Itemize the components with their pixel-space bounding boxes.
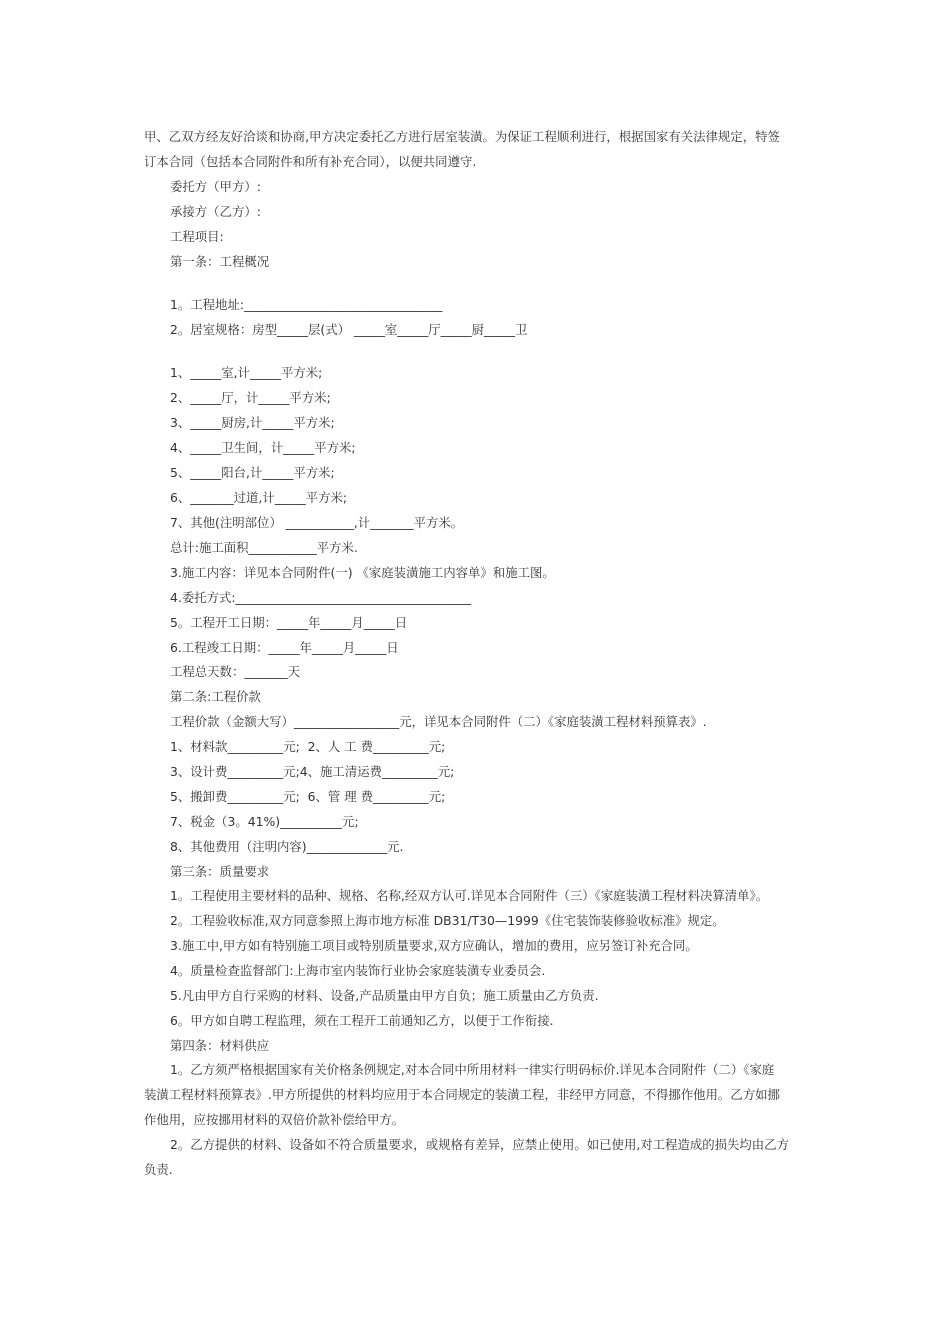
quality-clause: 5.凡由甲方自行采购的材料、设备,产品质量由甲方自负；施工质量由乙方负责. <box>170 988 599 1003</box>
intro-line-2: 订本合同（包括本合同附件和所有补充合同），以便共同遵守. <box>144 154 477 169</box>
project-price: 工程价款（金额大写）_________________元，详见本合同附件（二）《家庭装潢工程材料预算表》. <box>170 714 707 729</box>
material-clause-1-line-1: 1。乙方须严格根据国家有关价格条例规定,对本合同中所用材料一律实行明码标价.详见本合同附件（二）《家庭 <box>170 1062 775 1077</box>
total-days: 工程总天数：_______天 <box>170 664 301 679</box>
commission-method: 4.委托方式:______________________________________ <box>170 590 471 605</box>
room-item: 2、_____厅，计_____平方米; <box>170 390 331 405</box>
end-date: 6.工程竣工日期：_____年_____月_____日 <box>170 640 399 655</box>
article-2-title: 第二条:工程价款 <box>170 689 261 704</box>
quality-clause: 4。质量检查监督部门:上海市室内装饰行业协会家庭装潢专业委员会. <box>170 963 546 978</box>
price-item: 1、材料款_________元; 2、人 工 费_________元; <box>170 739 446 754</box>
intro-line-1: 甲、乙双方经友好洽谈和协商,甲方决定委托乙方进行居室装潢。为保证工程顺利进行，根据国家有关法律规定，特签 <box>144 129 780 144</box>
contractor-party: 承接方（乙方）: <box>170 204 261 219</box>
total-area: 总计:施工面积___________平方米. <box>170 540 358 555</box>
price-item: 3、设计费_________元;4、施工清运费_________元; <box>170 764 455 779</box>
quality-clause: 6。甲方如自聘工程监理，须在工程开工前通知乙方，以便于工作衔接. <box>170 1013 554 1028</box>
material-clause-2-line-2: 负责. <box>144 1162 173 1177</box>
room-item: 1、_____室,计_____平方米; <box>170 365 323 380</box>
article-4-title: 第四条：材料供应 <box>170 1038 270 1053</box>
start-date: 5。工程开工日期：_____年_____月_____日 <box>170 615 408 630</box>
quality-clause: 2。工程验收标准,双方同意参照上海市地方标准 DB31/T30—1999《住宅装饰装修验收标准》规定。 <box>170 913 725 928</box>
material-clause-1-line-2: 装潢工程材料预算表》.甲方所提供的材料均应用于本合同规定的装潢工程，非经甲方同意，不得挪作他用。乙方如挪 <box>144 1087 780 1102</box>
price-item: 8、其他费用（注明内容)_____________元. <box>170 839 404 854</box>
room-item: 5、_____阳台,计_____平方米; <box>170 465 335 480</box>
room-layout: 2。居室规格：房型_____层(式） _____室_____厅_____厨_____卫 <box>170 322 528 337</box>
material-clause-2-line-1: 2。乙方提供的材料、设备如不符合质量要求，或规格有差异，应禁止使用。如已使用,对工程造成的损失均由乙方 <box>170 1137 789 1152</box>
project-name: 工程项目: <box>170 229 224 244</box>
client-party: 委托方（甲方）: <box>170 179 261 194</box>
article-1-title: 第一条：工程概况 <box>170 254 270 269</box>
project-address: 1。工程地址:________________________________ <box>170 297 443 312</box>
article-3-title: 第三条：质量要求 <box>170 864 270 879</box>
quality-clause: 1。工程使用主要材料的品种、规格、名称,经双方认可.详见本合同附件（三）《家庭装潢工程材料决算清单》。 <box>170 888 769 903</box>
material-clause-1-line-3: 作他用，应按挪用材料的双倍价款补偿给甲方。 <box>144 1112 405 1127</box>
room-item: 4、_____卫生间，计_____平方米; <box>170 440 356 455</box>
room-item: 3、_____厨房,计_____平方米; <box>170 415 335 430</box>
room-item: 6、_______过道,计_____平方米; <box>170 490 348 505</box>
price-item: 7、税金（3。41%)__________元; <box>170 814 359 829</box>
construction-content: 3.施工内容：详见本合同附件(一) 《家庭装潢施工内容单》和施工图。 <box>170 565 555 580</box>
price-item: 5、搬卸费_________元; 6、管 理 费_________元; <box>170 789 446 804</box>
quality-clause: 3.施工中,甲方如有特别施工项目或特别质量要求,双方应确认，增加的费用，应另签订补充合同。 <box>170 938 698 953</box>
room-item: 7、其他(注明部位） ___________,计_______平方米。 <box>170 515 464 530</box>
